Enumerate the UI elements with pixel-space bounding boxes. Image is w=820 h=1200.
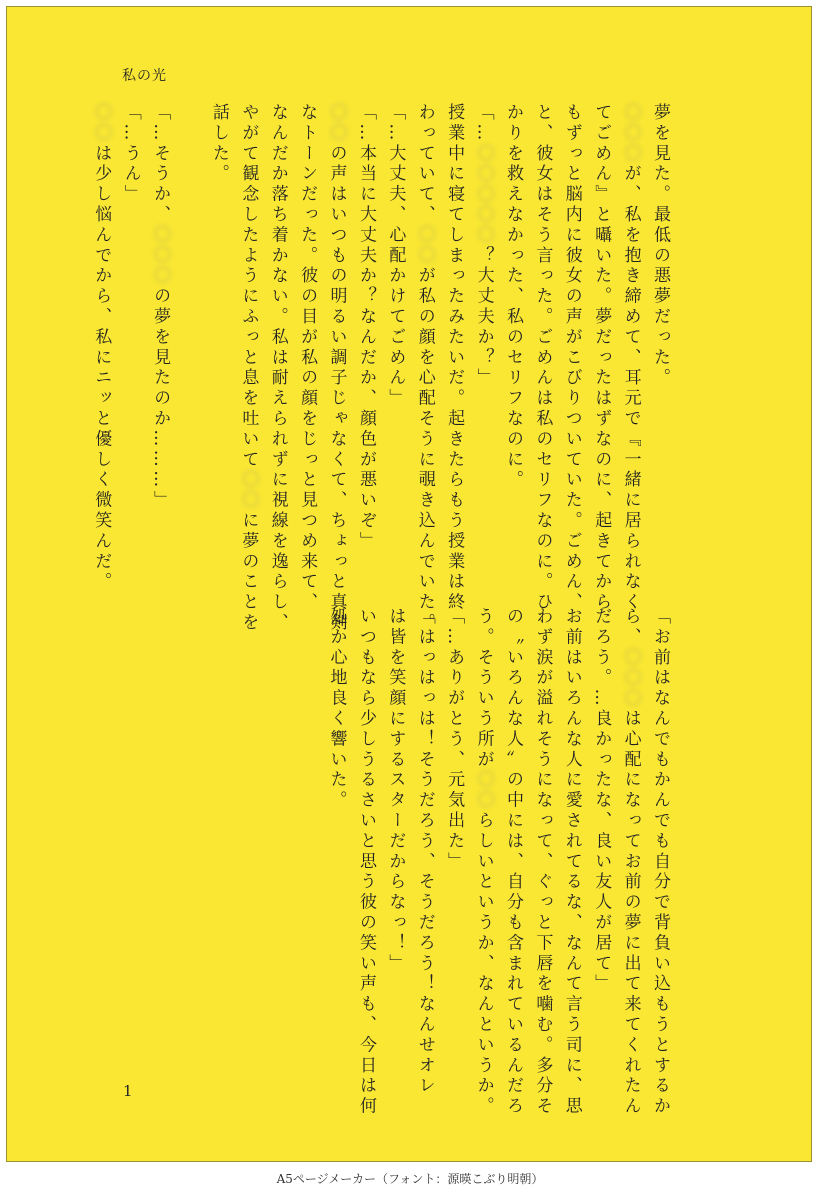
redacted-name: 〇〇〇〇〇 [473,143,494,246]
text-line: 授業中に寝てしまったみたいだ。起きたらもう授業は終 [444,103,465,613]
redacted-name: 〇〇 [326,103,347,144]
redacted-name: 〇〇 [473,770,494,812]
text-line: なんだか落ち着かない。私は耐えられずに視線を逸らし、 [267,103,288,634]
text-line: の〝いろんな人〟の中には、自分も含まれているんだろ [502,607,523,1117]
text-line: 「…そうか、〇〇〇の夢を見たのか………」 [150,103,171,512]
text-line: てごめん』と囁いた。夢だったはずなのに、起きてから [591,103,612,613]
text-line: と、彼女はそう言った。ごめんは私のセリフなのに。ひ [532,103,553,613]
text-line: う。そういう所が〇〇らしいというか、なんというか。 [473,607,494,1118]
text-line: お前はいろんな人に愛されてるな、なんて言う司に、思 [561,607,582,1117]
text-line: わっていて、〇〇が私の顔を心配そうに覗き込んでいた。 [414,103,435,634]
text-line: 「…〇〇〇〇〇？大丈夫か？」 [473,103,494,389]
text-line: やがて観念したようにふっと息を吐いて〇〇に夢のことを [238,103,259,634]
upper-text-block [86,103,674,634]
text-line: もずっと脳内に彼女の声がこびりついていた。ごめん、 [561,103,582,613]
text-line: 処か心地良く響いた。 [326,607,347,811]
redacted-name: 〇〇 [238,470,259,512]
text-line: 「はっはっは！そうだろう、そうだろう！なんせオレ [414,607,435,1097]
text-line: 「…大丈夫、心配かけてごめん」 [385,103,406,409]
lower-text-block [321,607,674,1118]
text-line: 〇〇の声はいつもの明るい調子じゃなくて、ちょっと真剣 [326,103,347,634]
page-number: 1 [123,1082,133,1100]
page-title: 私の光 [122,68,167,84]
text-line: 「お前はなんでもかんでも自分で背負い込もうとするか [650,607,670,1117]
text-line: 夢を見た。最低の悪夢だった。 [650,103,670,389]
redacted-name: 〇〇 [91,103,112,144]
redacted-name: 〇〇〇 [620,647,641,710]
text-line: いつもなら少しうるさいと思う彼の笑い声も、今日は何 [355,607,376,1117]
text-line: だろう。…良かったな、良い友人が居て」 [591,607,612,995]
redacted-name: 〇〇 [414,225,435,267]
redacted-name: 〇〇〇 [150,225,171,287]
text-line: なトーンだった。彼の目が私の顔をじっと見つめ来て、 [297,103,318,613]
text-line: ら、〇〇〇は心配になってお前の夢に出て来てくれたん [620,607,641,1118]
text-line: わず涙が溢れそうになって、ぐっと下唇を噛む。多分そ [532,607,553,1117]
footer-caption: A5ページメーカー（フォント：源暎こぶり明朝） [276,1172,544,1186]
text-line: かりを救えなかった、私のセリフなのに。 [502,103,523,491]
text-line: は皆を笑顔にするスターだからなっ！」 [385,607,406,975]
text-line: 「…うん」 [120,103,141,205]
text-line [174,103,203,573]
text-line: 「…本当に大丈夫か？なんだか、顔色が悪いぞ」 [355,103,376,552]
document-page [6,6,812,1162]
redacted-name: 〇〇〇 [620,103,641,165]
text-line: 話した。 [208,103,229,185]
text-line: 「…ありがとう、元気出た」 [444,607,465,873]
text-line: 〇〇〇が、私を抱き締めて、耳元で『一緒に居られなく [620,103,641,614]
text-line: 〇〇は少し悩んでから、私にニッと優しく微笑んだ。 [91,103,112,593]
